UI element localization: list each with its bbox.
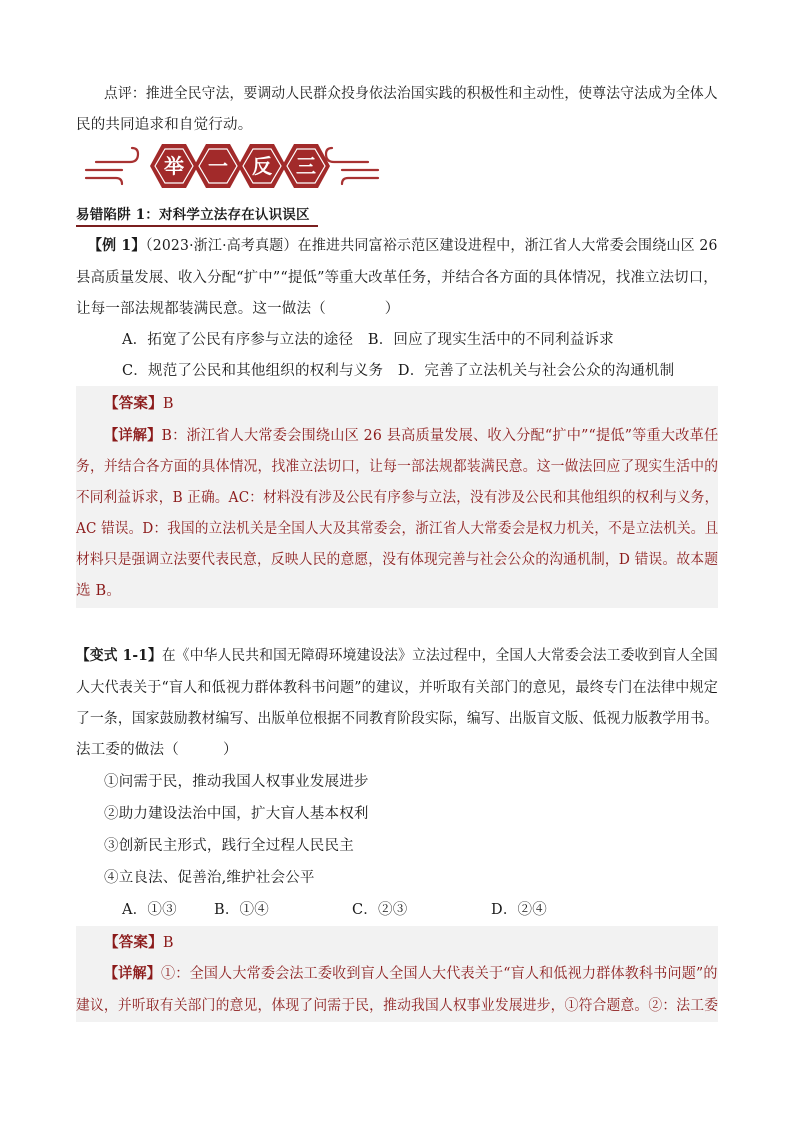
- variant-option-c: C．②③: [352, 902, 408, 918]
- hex-2: [194, 144, 242, 188]
- variant-option-d: D．②④: [491, 902, 547, 918]
- variant-line-2: 人大代表关于“盲人和低视力群体教科书问题”的建议，并听取有关部门的意见，最终专门在法律中规定: [76, 680, 719, 696]
- example-line-3: 让每一部法规都装满民意。这一做法（ ）: [76, 301, 400, 317]
- variant-statement-2: ②助力建设法治中国，扩大盲人基本权利: [104, 806, 369, 822]
- example-detail-1: 【详解】B：浙江省人大常委会围绕山区 26 县高质量发展、收入分配“扩中”“提低”等重大改革任: [104, 427, 719, 444]
- variant-option-a: A．①③: [122, 902, 177, 918]
- banner-char-4: 三: [296, 154, 316, 178]
- comment-line-1: 点评：推进全民守法，要调动人民群众投身依法治国实践的积极性和主动性，使尊法守法成为全体人: [104, 86, 718, 102]
- variant-detail-2: 建议，并听取有关部门的意见，体现了问需于民，推动我国人权事业发展进步，①符合题意。②：法工委: [76, 998, 719, 1014]
- hex-1: [150, 144, 198, 188]
- example-detail-2: 务，并结合各方面的具体情况，找准立法切口，让每一部法规都装满民意。这一做法回应了现实生活中的: [76, 459, 719, 475]
- variant-line-4: 法工委的做法（ ）: [76, 742, 238, 758]
- example-detail-3: 不同利益诉求，B 正确。AC：材料没有涉及公民有序参与立法，没有涉及公民和其他组织的权利与义务，: [76, 490, 719, 506]
- banner-char-1: 举: [164, 154, 184, 178]
- example-option-cd: C．规范了公民和其他组织的权利与义务 D．完善了立法机关与社会公众的沟通机制: [122, 363, 675, 379]
- example-detail-5: 材料只是强调立法要代表民意，反映人民的意愿，没有体现完善与社会公众的沟通机制，D 错误。故本题: [76, 552, 719, 568]
- variant-line-3: 了一条，国家鼓励教材编写、出版单位根据不同教育阶段实际，编写、出版盲文版、低视力版教学用书。: [76, 711, 719, 727]
- variant-statement-1: ①问需于民，推动我国人权事业发展进步: [104, 774, 369, 790]
- hex-3: [238, 144, 286, 188]
- right-scroll-ornament: [326, 148, 378, 184]
- example-option-ab: A．拓宽了公民有序参与立法的途径 B．回应了现实生活中的不同利益诉求: [122, 332, 614, 348]
- variant-answer: 【答案】B: [104, 934, 174, 951]
- left-scroll-ornament: [86, 148, 138, 184]
- variant-tag: 【变式 1-1】: [76, 647, 162, 664]
- example-detail-6: 选 B。: [76, 583, 122, 599]
- example-line-2: 县高质量发展、收入分配“扩中”“提低”等重大改革任务，并结合各方面的具体情况，找准立法切口，: [76, 270, 718, 286]
- example-tag: 【例 1】: [88, 237, 146, 254]
- comment-line-2: 民的共同追求和自觉行动。: [76, 117, 253, 133]
- banner-char-3: 反: [252, 154, 272, 178]
- example-detail-4: AC 错误。D：我国的立法机关是全国人大及其常委会，浙江省人大常委会是权力机关，不是立法机关。且: [76, 521, 719, 537]
- example-answer: 【答案】B: [104, 395, 174, 412]
- trap-underline: [76, 225, 318, 227]
- variant-statement-3: ③创新民主形式，践行全过程人民民主: [104, 838, 354, 854]
- hex-4: [282, 144, 330, 188]
- section-banner: [82, 140, 382, 192]
- example-line-1: 【例 1】（2023·浙江·高考真题）在推进共同富裕示范区建设进程中，浙江省人大常委会围绕山区 26: [88, 237, 718, 254]
- trap-title: 易错陷阱 1：对科学立法存在认识误区: [76, 207, 310, 223]
- variant-statement-4: ④立良法、促善治,维护社会公平: [104, 870, 315, 886]
- variant-option-b: B．①④: [214, 902, 269, 918]
- trap-heading: [76, 205, 718, 227]
- variant-line-1: 【变式 1-1】在《中华人民共和国无障碍环境建设法》立法过程中，全国人大常委会法工委收到盲人全国: [76, 647, 718, 664]
- variant-detail-1: 【详解】①：全国人大常委会法工委收到盲人全国人大代表关于“盲人和低视力群体教科书问题”的: [104, 965, 718, 982]
- banner-char-2: 一: [208, 154, 228, 178]
